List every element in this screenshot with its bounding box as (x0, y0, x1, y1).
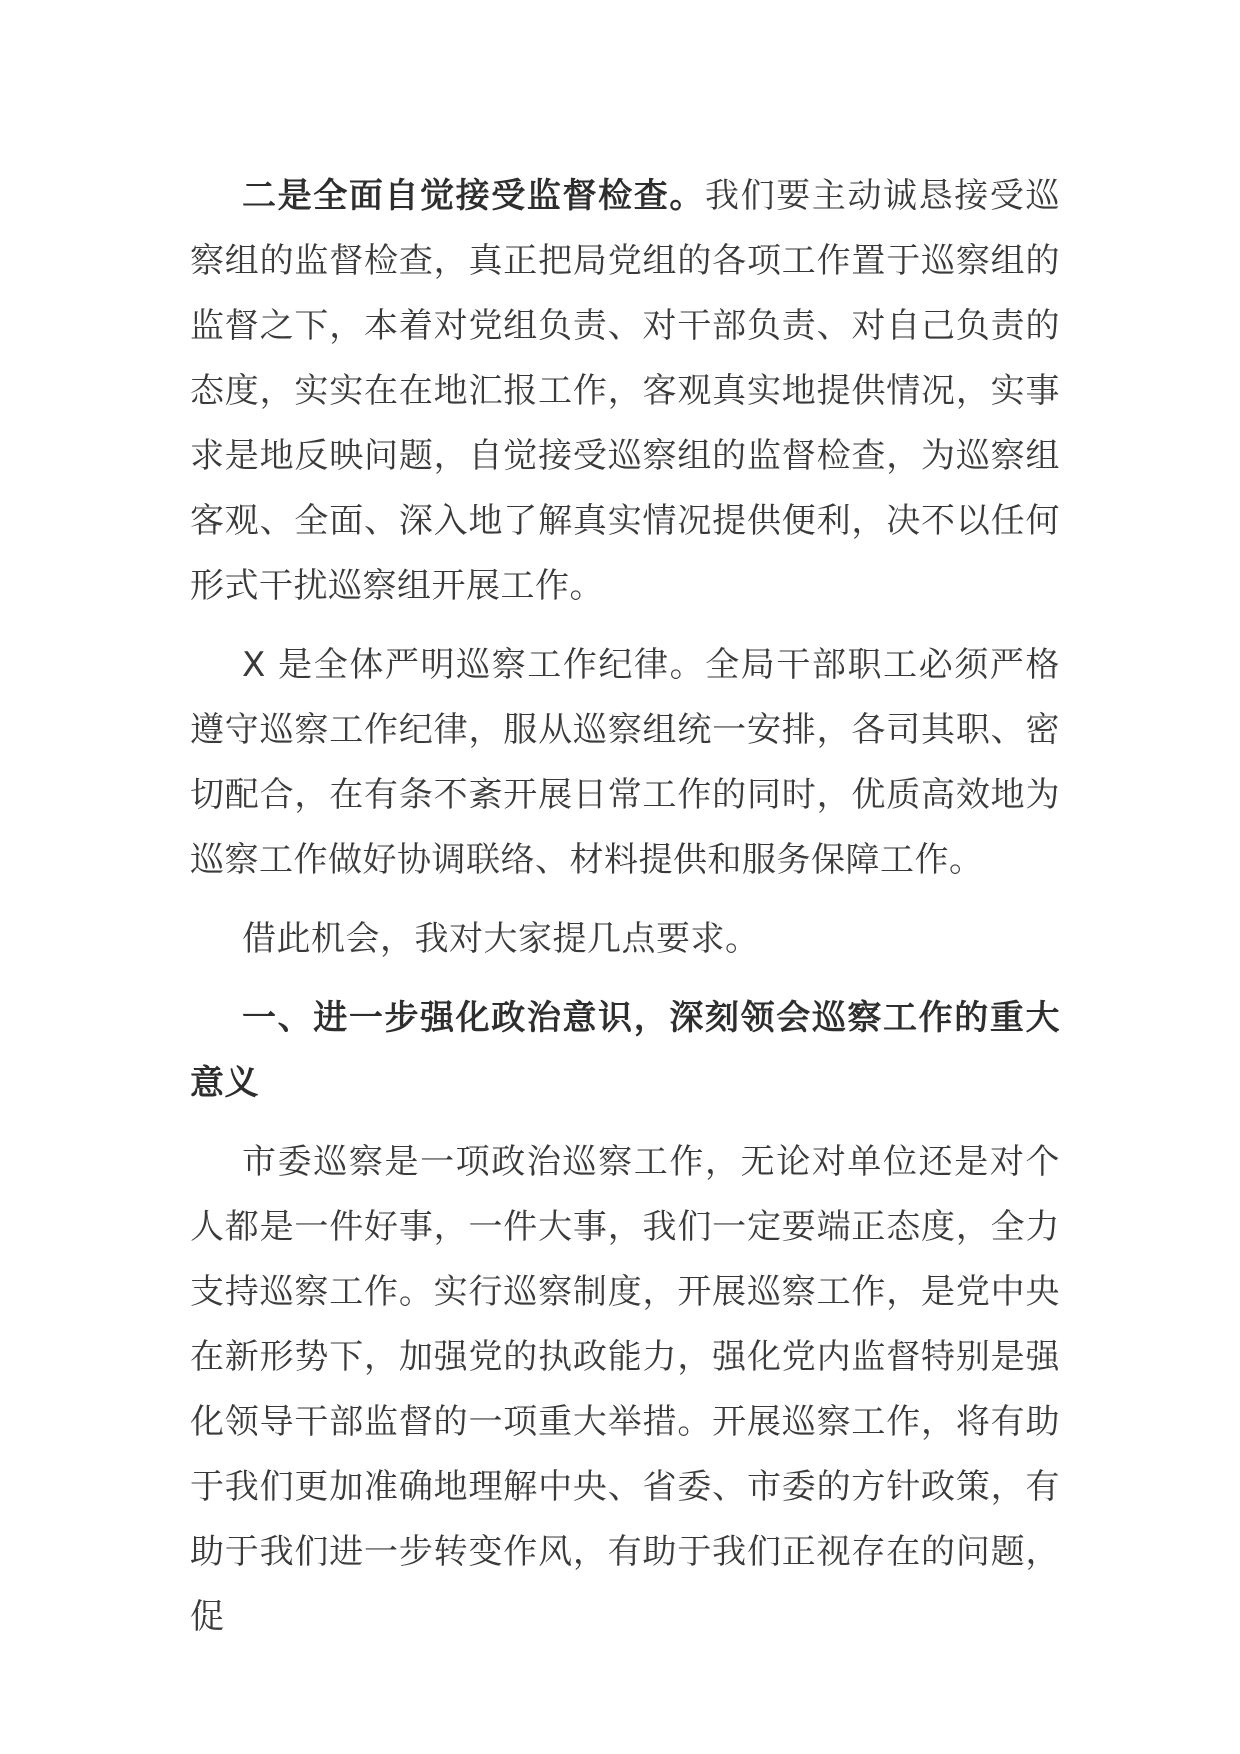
paragraph-discipline (190, 633, 1060, 893)
paragraph-body: 我们要主动诚恳接受巡察组的监督检查，真正把局党组的各项工作置于巡察组的监督之下，本着对党组负责、对干部负责、对自己负责的态度，实实在在地汇报工作，客观真实地提供情况，实事求是地反映问题，自觉接受巡察组的监督检查，为巡察组客观、全面、深入地了解真实情况提供便利，决不以任何形式干扰巡察组开展工作。 (190, 176, 1061, 606)
paragraph-body: X 是全体严明巡察工作纪律。全局干部职工必须严格遵守巡察工作纪律，服从巡察组统一安排，各司其职、密切配合，在有条不紊开展日常工作的同时，优质高效地为巡察工作做好协调联络、材料提供和服务保障工作。 (190, 645, 1060, 880)
paragraph-lead: 二是全面自觉接受监督检查。 (242, 176, 705, 216)
paragraph-body: 市委巡察是一项政治巡察工作，无论对单位还是对个人都是一件好事，一件大事，我们一定要端正态度，全力支持巡察工作。实行巡察制度，开展巡察工作，是党中央在新形势下，加强党的执政能力，强化党内监督特别是强化领导干部监督的一项重大举措。开展巡察工作，将有助于我们更加准确地理解中央、省委、市委的方针政策，有助于我们进一步转变作风，有助于我们正视存在的问题，促 (190, 1142, 1060, 1637)
paragraph-supervision (190, 164, 1060, 619)
paragraph-inspection-significance (190, 1130, 1060, 1650)
paragraph-requirements-intro (190, 907, 1060, 972)
paragraph-body: 借此机会，我对大家提几点要求。 (242, 919, 760, 959)
document-page (190, 164, 1060, 1650)
section-heading-text: 一、进一步强化政治意识，深刻领会巡察工作的重大意义 (190, 998, 1060, 1103)
section-heading (190, 986, 1060, 1116)
